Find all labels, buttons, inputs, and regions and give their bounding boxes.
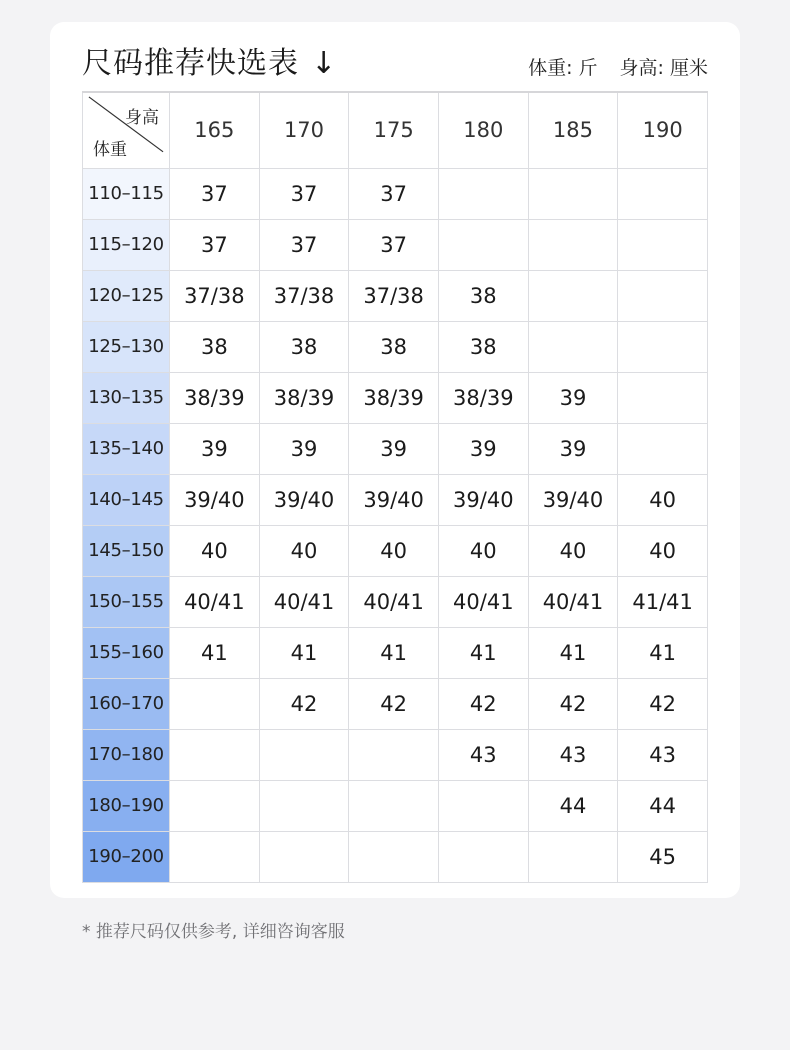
- weight-header: 155–160: [83, 627, 170, 678]
- size-cell: [618, 168, 708, 219]
- size-cell: 37/38: [349, 270, 439, 321]
- size-cell: [170, 678, 260, 729]
- size-cell: 40: [528, 525, 618, 576]
- size-cell: 44: [528, 780, 618, 831]
- size-cell: 40: [618, 525, 708, 576]
- size-cell: [528, 270, 618, 321]
- size-cell: [618, 321, 708, 372]
- height-header-175: 175: [349, 92, 439, 168]
- table-body: [83, 168, 708, 882]
- size-cell: 39/40: [349, 474, 439, 525]
- size-cell: 40/41: [170, 576, 260, 627]
- size-cell: 40/41: [349, 576, 439, 627]
- size-cell: 40: [618, 474, 708, 525]
- size-cell: 37/38: [259, 270, 349, 321]
- size-cell: [618, 372, 708, 423]
- size-cell: [170, 780, 260, 831]
- weight-header: 180–190: [83, 780, 170, 831]
- size-cell: 41/41: [618, 576, 708, 627]
- table-row: [83, 321, 708, 372]
- size-cell: 43: [438, 729, 528, 780]
- weight-header: 130–135: [83, 372, 170, 423]
- table-row: [83, 474, 708, 525]
- weight-header: 125–130: [83, 321, 170, 372]
- size-cell: 40: [170, 525, 260, 576]
- size-cell: [438, 168, 528, 219]
- size-table: [82, 91, 708, 883]
- size-cell: 41: [528, 627, 618, 678]
- unit-weight-label: 体重: 斤: [528, 57, 598, 79]
- size-cell: 42: [528, 678, 618, 729]
- size-cell: [618, 270, 708, 321]
- size-cell: [618, 219, 708, 270]
- table-row: [83, 678, 708, 729]
- table-row: [83, 576, 708, 627]
- size-cell: 39: [528, 372, 618, 423]
- size-cell: 37: [349, 219, 439, 270]
- size-cell: 37: [170, 168, 260, 219]
- weight-header: 170–180: [83, 729, 170, 780]
- size-cell: [259, 780, 349, 831]
- weight-header: 160–170: [83, 678, 170, 729]
- table-row: [83, 168, 708, 219]
- table-row: [83, 525, 708, 576]
- size-cell: [170, 831, 260, 882]
- size-cell: 40/41: [438, 576, 528, 627]
- height-header-180: 180: [438, 92, 528, 168]
- weight-header: 150–155: [83, 576, 170, 627]
- size-cell: [349, 780, 439, 831]
- size-cell: 37: [259, 219, 349, 270]
- size-cell: 41: [259, 627, 349, 678]
- size-cell: 38: [170, 321, 260, 372]
- size-cell: 39/40: [170, 474, 260, 525]
- size-cell: [349, 729, 439, 780]
- weight-header: 115–120: [83, 219, 170, 270]
- title-text: 尺码推荐快选表: [82, 46, 299, 81]
- size-cell: 38: [349, 321, 439, 372]
- page-title: [82, 38, 337, 82]
- size-cell: [528, 219, 618, 270]
- size-chart-card: [50, 22, 740, 898]
- height-header-190: 190: [618, 92, 708, 168]
- weight-header: 140–145: [83, 474, 170, 525]
- size-cell: 39/40: [438, 474, 528, 525]
- size-cell: [438, 219, 528, 270]
- height-header-170: 170: [259, 92, 349, 168]
- size-cell: [528, 831, 618, 882]
- size-cell: 39: [438, 423, 528, 474]
- size-cell: [618, 423, 708, 474]
- corner-weight-label: 体重: [93, 139, 127, 160]
- size-cell: 39/40: [259, 474, 349, 525]
- size-cell: 38: [438, 321, 528, 372]
- unit-height-label: 身高: 厘米: [619, 57, 708, 79]
- weight-header: 145–150: [83, 525, 170, 576]
- table-row: [83, 270, 708, 321]
- size-cell: 38/39: [349, 372, 439, 423]
- size-cell: [170, 729, 260, 780]
- size-cell: 38: [259, 321, 349, 372]
- table-row: [83, 729, 708, 780]
- size-cell: 40/41: [259, 576, 349, 627]
- weight-header: 190–200: [83, 831, 170, 882]
- size-cell: 40: [349, 525, 439, 576]
- size-cell: 45: [618, 831, 708, 882]
- down-arrow-icon: ↓: [311, 46, 338, 81]
- size-cell: 44: [618, 780, 708, 831]
- size-cell: 43: [528, 729, 618, 780]
- size-cell: [438, 831, 528, 882]
- size-cell: 39: [528, 423, 618, 474]
- size-cell: 41: [349, 627, 439, 678]
- size-cell: [438, 780, 528, 831]
- size-cell: 42: [438, 678, 528, 729]
- size-cell: [259, 729, 349, 780]
- size-cell: 39/40: [528, 474, 618, 525]
- size-cell: 37/38: [170, 270, 260, 321]
- table-row: [83, 423, 708, 474]
- height-header-185: 185: [528, 92, 618, 168]
- size-cell: 41: [618, 627, 708, 678]
- size-cell: 37: [349, 168, 439, 219]
- size-cell: 40: [259, 525, 349, 576]
- size-cell: 39: [170, 423, 260, 474]
- size-cell: 38/39: [438, 372, 528, 423]
- size-cell: [528, 168, 618, 219]
- size-cell: 41: [438, 627, 528, 678]
- size-cell: 37: [170, 219, 260, 270]
- size-cell: 39: [259, 423, 349, 474]
- size-cell: 43: [618, 729, 708, 780]
- table-row: [83, 219, 708, 270]
- table-row: [83, 372, 708, 423]
- size-cell: 42: [618, 678, 708, 729]
- size-cell: 38: [438, 270, 528, 321]
- corner-cell: [83, 92, 170, 168]
- footnote: * 推荐尺码仅供参考, 详细咨询客服: [82, 922, 345, 942]
- table-row: [83, 831, 708, 882]
- units-legend: [528, 53, 708, 80]
- size-cell: [349, 831, 439, 882]
- table-row: [83, 780, 708, 831]
- size-cell: [528, 321, 618, 372]
- size-cell: 40/41: [528, 576, 618, 627]
- height-header-165: 165: [170, 92, 260, 168]
- size-cell: 39: [349, 423, 439, 474]
- table-header-row: [83, 92, 708, 168]
- size-cell: 41: [170, 627, 260, 678]
- size-cell: 38/39: [259, 372, 349, 423]
- table-row: [83, 627, 708, 678]
- size-cell: 38/39: [170, 372, 260, 423]
- weight-header: 135–140: [83, 423, 170, 474]
- size-cell: [259, 831, 349, 882]
- size-cell: 40: [438, 525, 528, 576]
- size-cell: 42: [259, 678, 349, 729]
- weight-header: 110–115: [83, 168, 170, 219]
- corner-height-label: 身高: [125, 108, 159, 128]
- weight-header: 120–125: [83, 270, 170, 321]
- size-cell: 37: [259, 168, 349, 219]
- size-cell: 42: [349, 678, 439, 729]
